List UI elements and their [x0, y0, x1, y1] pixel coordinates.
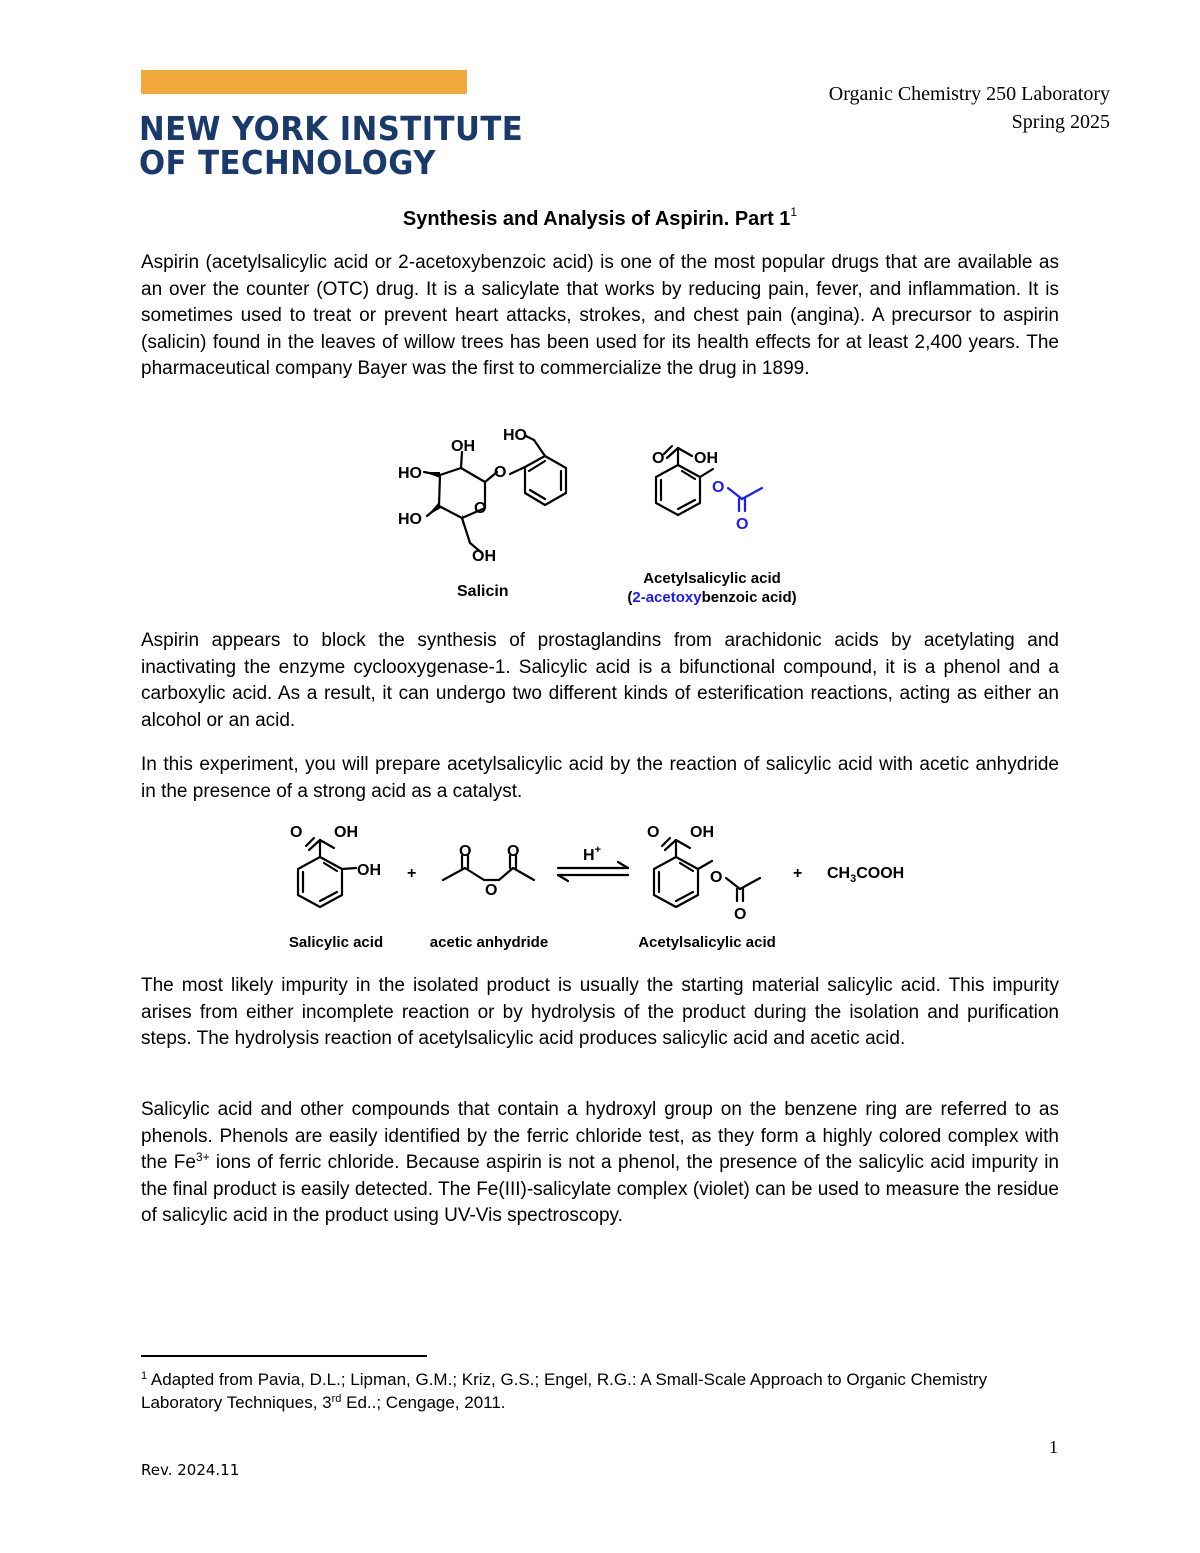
asa-hydroxyl: OH: [694, 450, 718, 467]
sa-phenol-hydroxyl: OH: [357, 862, 381, 879]
salicin-ho-left1: HO: [398, 465, 422, 482]
anhydride-oxygen-1: O: [459, 843, 472, 860]
product-carbonyl-oxygen: O: [647, 824, 660, 841]
salicin-ho-ring: HO: [503, 427, 527, 444]
product-ring: [654, 857, 698, 907]
logo-text-line2: OF TECHNOLOGY: [139, 143, 436, 182]
salicin-ho-left2: HO: [398, 511, 422, 528]
asa-carbonyl-oxygen: O: [652, 450, 665, 467]
salicin-label: Salicin: [457, 583, 509, 600]
document-title: [0, 206, 1200, 229]
plus-sign-1: +: [407, 865, 417, 882]
asa-sublabel: (2-acetoxybenzoic acid): [627, 589, 797, 606]
course-name: Organic Chemistry 250 Laboratory: [828, 83, 1110, 105]
ferric-chloride-paragraph: Salicylic acid and other compounds that contain a hydroxyl group on the benzene ring are referred to as phenols. Phenols are easily identified by the ferric chloride test, as they form a highly colored complex with the $Fe^{3+}$ ions of ferric chloride. Because aspirin is not a phenol, the presence of the salicylic acid impurity in the final product is easily detected. The Fe(III)-salicylate complex (violet) can be used to measure the residue of salicylic acid in the product using UV-Vis spectroscopy.: [141, 1099, 1059, 1227]
revision-label: Rev. 2024.11: [141, 1461, 240, 1479]
course-term: Spring 2025: [1011, 111, 1110, 133]
title-text: Synthesis and Analysis of Aspirin. Part 1: [402, 208, 791, 230]
acetic-anhydride-label: acetic anhydride: [429, 934, 549, 951]
structures-figure: [0, 420, 1200, 615]
logo-accent-bar: [141, 70, 467, 94]
acetic-acid-formula: $CH_3COOH$: [827, 865, 905, 885]
sa-acid-hydroxyl: OH: [334, 824, 358, 841]
sa-carbonyl-oxygen: O: [290, 824, 303, 841]
asa-benzene-ring: [656, 465, 700, 515]
footnote: $^1$ Adapted from Pavia, D.L.; Lipman, G.M.; Kriz, G.S.; Engel, R.G.: A Small-Scale Approach to Organic Chemistry Laboratory Techniques, 3rd Ed..; Cengage, 2011.: [141, 1370, 988, 1412]
plus-sign-2: +: [793, 865, 803, 882]
acetic-anhydride-skeleton: [443, 868, 534, 880]
salicin-glycosidic-oxygen: O: [494, 464, 507, 481]
experiment-paragraph: In this experiment, you will prepare acetylsalicylic acid by the reaction of salicylic acid with acetic anhydride in the presence of a strong acid as a catalyst.: [141, 754, 1059, 802]
product-ester-oxygen: O: [710, 869, 723, 886]
footnote-separator: [141, 1355, 427, 1357]
asa-ester-oxygen: O: [712, 479, 725, 496]
product-hydroxyl: OH: [690, 824, 714, 841]
salicin-oh-top: OH: [451, 438, 475, 455]
asa-acetyl-oxygen: O: [736, 516, 749, 533]
mechanism-paragraph: Aspirin appears to block the synthesis of prostaglandins from arachidonic acids by acetylating and inactivating the enzyme cyclooxygenase-1. Salicylic acid is a bifunctional compound, it is a phenol and a carboxylic acid. As a result, it can undergo two different kinds of esterification reactions, acting as either an alcohol or an acid.: [141, 630, 1059, 731]
salicin-benzene-ring: [525, 456, 566, 505]
logo-text-line1: NEW YORK INSTITUTE: [139, 109, 524, 148]
anhydride-bridge-oxygen: O: [485, 882, 498, 899]
impurity-paragraph: The most likely impurity in the isolated product is usually the starting material salicylic acid. This impurity arises from either incomplete reaction or by hydrolysis of the product during the isolation and purification steps. The hydrolysis reaction of acetylsalicylic acid produces salicylic acid and acetic acid.: [141, 975, 1059, 1050]
salicylic-acid-label: Salicylic acid: [288, 934, 384, 951]
page-number: 1: [1049, 1437, 1058, 1457]
title-footnote-ref: 1: [790, 205, 798, 219]
wedge-bond-2: [427, 502, 441, 516]
salicin-ring-oxygen: O: [474, 500, 487, 517]
salicylic-acid-ring: [298, 857, 342, 907]
intro-paragraph: Aspirin (acetylsalicylic acid or 2-acetoxybenzoic acid) is one of the most popular drugs that are available as an over the counter (OTC) drug. It is a salicylate that works by reducing pain, fever, and inflammation. It is sometimes used to treat or prevent heart attacks, strokes, and chest pain (angina). A precursor to aspirin (salicin) found in the leaves of willow trees has been used for its health effects for at least 2,400 years. The pharmaceutical company Bayer was the first to commercialize the drug in 1899.: [141, 252, 1059, 380]
anhydride-oxygen-2: O: [507, 843, 520, 860]
salicin-oh-bottom: OH: [472, 548, 496, 565]
product-acetyl-oxygen: O: [734, 906, 747, 923]
product-label: Acetylsalicylic acid: [638, 934, 776, 951]
catalyst-label: H+: [583, 844, 601, 864]
reaction-scheme: [0, 810, 1200, 955]
asa-label: Acetylsalicylic acid: [643, 570, 781, 587]
footnote-mark: 1: [141, 1370, 148, 1382]
wedge-bond-1: [424, 472, 440, 478]
